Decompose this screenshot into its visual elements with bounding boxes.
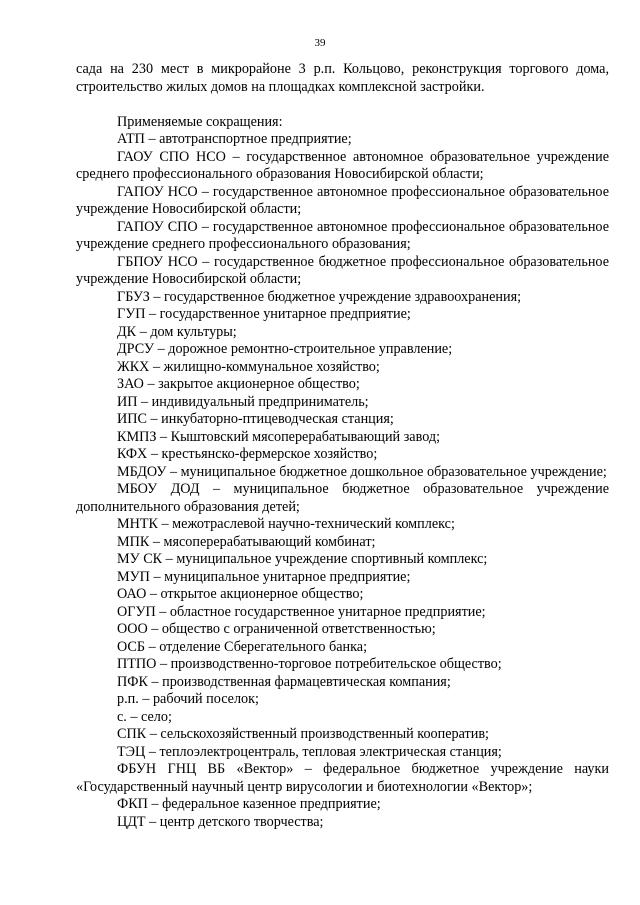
abbreviation-item: ООО – общество с ограниченной ответственностью; — [117, 621, 436, 637]
abbreviation-item: ГАОУ СПО НСО – государственное автономное образовательное учреждение среднего профессионального образования Новосибирской области; — [76, 148, 609, 182]
abbreviation-item: МПК – мясоперерабатывающий комбинат; — [117, 533, 376, 550]
abbreviation-item: ФКП – федеральное казенное предприятие; — [117, 796, 381, 812]
abbreviation-item: ОАО – открытое акционерное общество; — [117, 586, 364, 602]
abbreviation-item: МБОУ ДОД – муниципальное бюджетное образовательное учреждение дополнительного образования детей; — [76, 481, 609, 515]
abbreviation-item: СПК – сельскохозяйственный производственный кооператив; — [117, 726, 489, 742]
page-number: 39 — [314, 37, 326, 49]
abbreviation-item: ЦДТ – центр детского творчества; — [117, 813, 324, 830]
abbreviation-item: АТП – автотранспортное предприятие; — [117, 131, 352, 147]
abbreviation-item: ДК – дом культуры; — [117, 323, 237, 340]
abbreviation-item: ИПС – инкубаторно-птицеводческая станция; — [117, 411, 394, 427]
intro-paragraph: сада на 230 мест в микрорайоне 3 р.п. Кольцово, реконструкция торгового дома, строительство жилых домов на площадках комплексной застройки. — [76, 61, 609, 95]
abbreviations-heading: Применяемые сокращения: — [117, 113, 283, 130]
abbreviation-item: ОГУП – областное государственное унитарное предприятие; — [117, 603, 486, 620]
abbreviation-item: КМПЗ – Кыштовский мясоперерабатывающий завод; — [117, 428, 441, 445]
abbreviation-item: ФБУН ГНЦ ВБ «Вектор» – федеральное бюджетное учреждение науки «Государственный научный центр вирусологии и биотехнологии «Вектор»; — [76, 761, 609, 795]
abbreviation-item: ГУП – государственное унитарное предприятие; — [117, 306, 411, 322]
abbreviation-item: с. – село; — [117, 708, 172, 725]
abbreviation-item: ТЭЦ – теплоэлектроцентраль, тепловая электрическая станция; — [117, 743, 502, 760]
abbreviation-item: ИП – индивидуальный предприниматель; — [117, 393, 369, 410]
abbreviation-item: КФХ – крестьянско-фермерское хозяйство; — [117, 446, 378, 462]
abbreviation-item: ЗАО – закрытое акционерное общество; — [117, 376, 360, 392]
abbreviation-item: МНТК – межотраслевой научно-технический комплекс; — [117, 516, 455, 532]
abbreviation-item: ГБУЗ – государственное бюджетное учреждение здравоохранения; — [117, 288, 522, 305]
abbreviation-list — [76, 131, 609, 831]
abbreviation-item: ОСБ – отделение Сберегательного банка; — [117, 638, 368, 655]
paragraph-spacer — [76, 96, 609, 114]
abbreviation-item: ПТПО – производственно-торговое потребительское общество; — [117, 656, 502, 672]
abbreviation-item: р.п. – рабочий поселок; — [117, 691, 259, 707]
abbreviation-item: МУ СК – муниципальное учреждение спортивный комплекс; — [117, 551, 488, 567]
page-content — [76, 61, 609, 831]
abbreviation-item: ПФК – производственная фармацевтическая компания; — [117, 673, 451, 690]
abbreviation-item: МУП – муниципальное унитарное предприятие; — [117, 568, 411, 585]
abbreviation-item: ЖКХ – жилищно-коммунальное хозяйство; — [117, 358, 380, 375]
abbreviation-item: ГАПОУ НСО – государственное автономное профессиональное образовательное учреждение Новосибирской области; — [76, 183, 609, 217]
abbreviation-item: ДРСУ – дорожное ремонтно-строительное управление; — [117, 341, 453, 357]
abbreviation-item: ГАПОУ СПО – государственное автономное профессиональное образовательное учреждение среднего профессионального образования; — [76, 218, 609, 252]
abbreviation-item: МБДОУ – муниципальное бюджетное дошкольное образовательное учреждение; — [117, 463, 607, 480]
abbreviation-item: ГБПОУ НСО – государственное бюджетное профессиональное образовательное учреждение Новосибирской области; — [76, 253, 609, 287]
